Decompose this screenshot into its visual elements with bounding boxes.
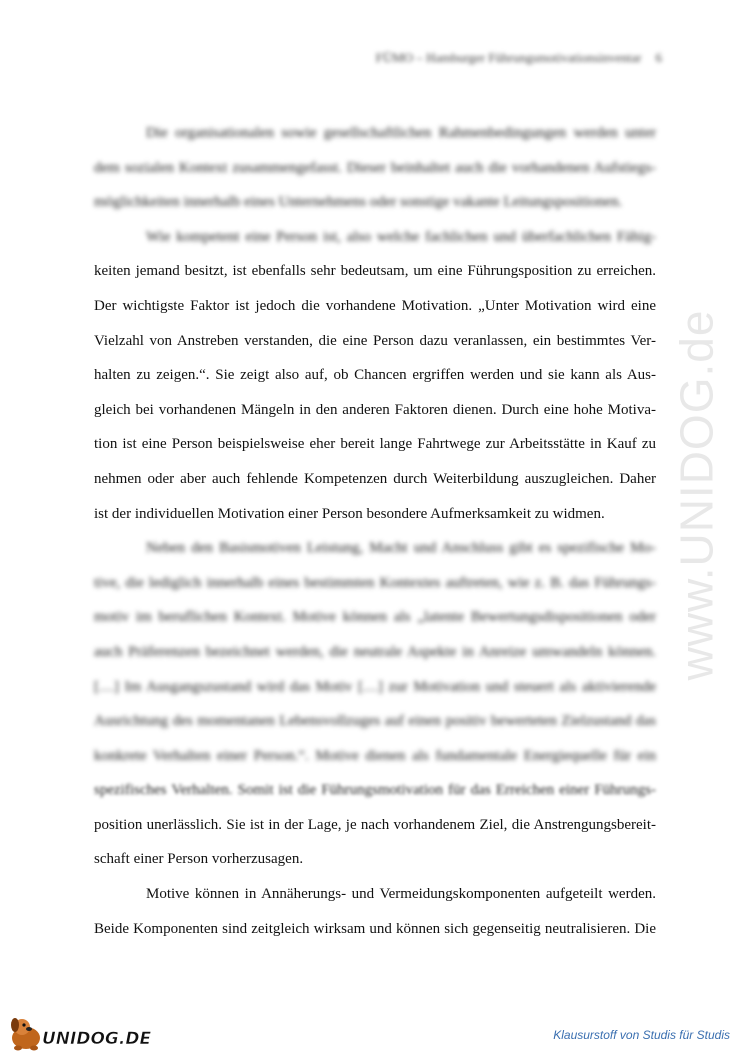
text-line: Wie kompetent eine Person ist, also welche fachlichen und überfachlichen Fähig-	[146, 228, 656, 245]
text-line: Ausrichtung des momentanen Lebensvollzuges auf einen positiv bewerteten Zielzustand das	[94, 713, 656, 730]
text-line: tion ist eine Person beispielsweise eher bereit lange Fahrtwege zur Arbeitsstätte in Kauf zu	[94, 436, 656, 453]
text-line: spezifisches Verhalten. Somit ist die Führungsmotivation für das Erreichen einer Führungs-	[94, 782, 656, 799]
text-line: Beide Komponenten sind zeitgleich wirksam und können sich gegenseitig neutralisieren. Die	[94, 920, 656, 937]
text-line: auch Präferenzen bezeichnet werden, die neutrale Aspekte in Anreize umwandeln können.	[94, 643, 656, 660]
footer-tagline: Klausurstoff von Studis für Studis	[553, 1028, 730, 1042]
text-line: Neben den Basismotiven Leistung, Macht und Anschluss gibt es spezifische Mo-	[146, 540, 656, 557]
text-line: Die organisationalen sowie gesellschaftlichen Rahmenbedingungen werden unter	[146, 125, 656, 141]
dog-icon	[11, 1018, 40, 1051]
text-line: schaft einer Person vorherzusagen.	[94, 851, 304, 868]
page-number: 6	[655, 50, 662, 65]
text-line: Vielzahl von Anstreben verstanden, die eine Person dazu veranlassen, ein bestimmtes Ver-	[94, 332, 656, 349]
watermark	[666, 260, 726, 730]
text-line: möglichkeiten innerhalb eines Unternehmens oder sonstige vakante Leitungspositionen.	[94, 194, 623, 211]
text-line: motiv im beruflichen Kontext. Motive können als „latente Bewertungsdispositionen oder	[94, 609, 656, 626]
running-header	[376, 50, 662, 66]
text-line: halten zu zeigen.“. Sie zeigt also auf, ob Chancen ergriffen werden und sie kann als Aus-	[94, 367, 656, 384]
text-line: konkrete Verhalten einer Person.“. Motive dienen als fundamentale Energiequelle für ein	[94, 747, 656, 764]
text-line: tive, die lediglich innerhalb eines bestimmten Kontextes auftreten, wie z. B. das Führungs-	[94, 574, 656, 591]
text-line: Motive können in Annäherungs- und Vermeidungskomponenten aufgeteilt werden.	[146, 886, 656, 903]
running-title: FÜMO – Hamburger Führungsmotivationsinventar	[375, 50, 642, 65]
watermark-text: www.UNIDOG.de	[670, 309, 723, 681]
text-line: nehmen oder aber auch fehlende Kompetenzen durch Weiterbildung auszugleichen. Daher	[94, 470, 656, 487]
text-line: position unerlässlich. Sie ist in der Lage, je nach vorhandenem Ziel, die Anstrengungsbereit-	[94, 816, 656, 833]
document-body	[94, 116, 656, 946]
text-line: keiten jemand besitzt, ist ebenfalls sehr bedeutsam, um eine Führungsposition zu erreichen.	[94, 263, 656, 280]
logo-wordmark: UNIDOG.DE	[42, 1029, 152, 1049]
text-line: ist der individuellen Motivation einer Person besondere Aufmerksamkeit zu widmen.	[94, 505, 605, 522]
text-line: gleich bei vorhandenen Mängeln in den anderen Faktoren dienen. Durch eine hohe Motiva-	[94, 401, 656, 418]
text-line: Der wichtigste Faktor ist jedoch die vorhandene Motivation. „Unter Motivation wird eine	[94, 297, 656, 314]
unidog-logo[interactable]	[6, 1012, 156, 1054]
text-line: […] Im Ausgangszustand wird das Motiv […] zur Motivation und steuert als aktivierende	[94, 678, 656, 695]
text-line: dem sozialen Kontext zusammengefasst. Dieser beinhaltet auch die vorhandenen Aufstiegs-	[94, 159, 656, 176]
